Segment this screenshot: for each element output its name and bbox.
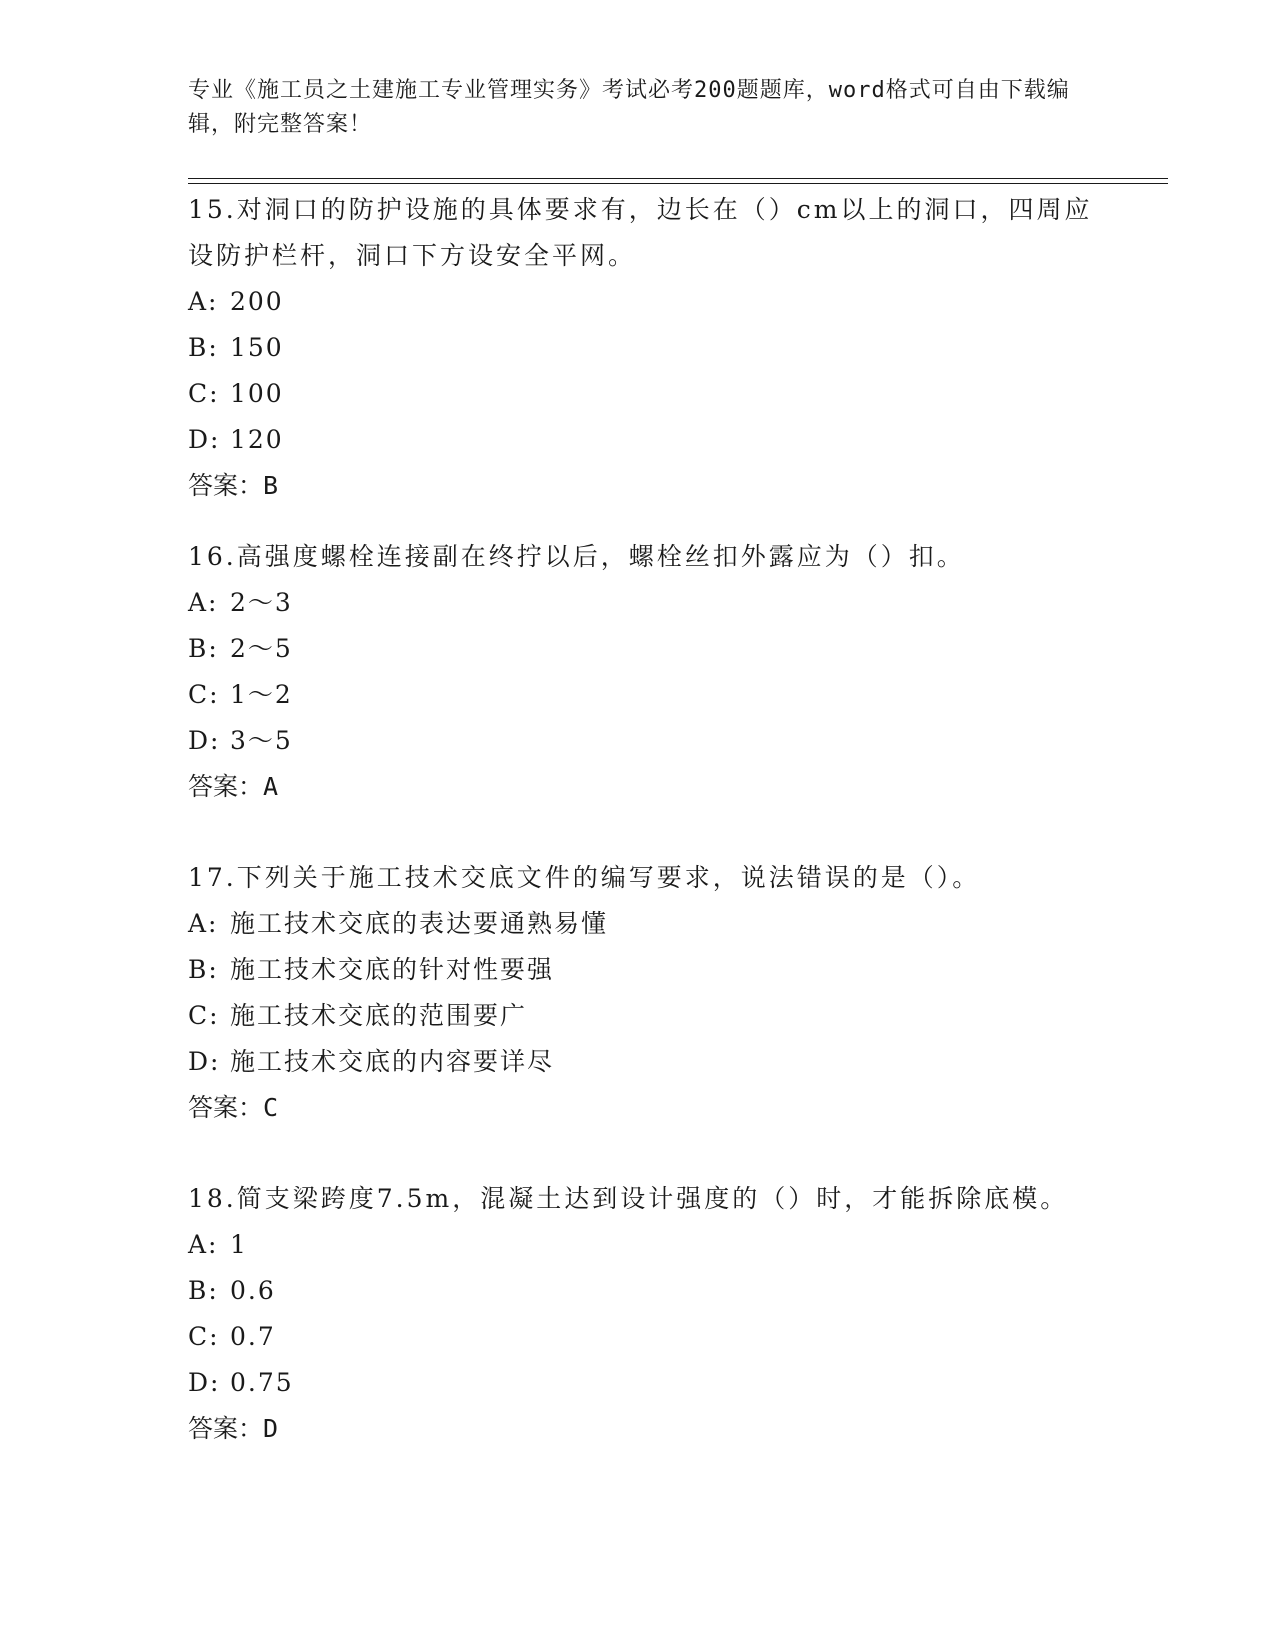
option-a: [188, 279, 1108, 325]
option-value: 150: [230, 333, 284, 362]
question-text: 15.对洞口的防护设施的具体要求有，边长在（）cm以上的洞口，四周应设防护栏杆，洞口下方设安全平网。: [188, 195, 1093, 270]
option-value: 0.7: [230, 1322, 276, 1351]
option-a: [188, 580, 1108, 626]
option-b: [188, 947, 1108, 993]
option-value: 0.6: [230, 1276, 276, 1305]
option-c: [188, 672, 1108, 718]
question-17: [188, 855, 1108, 1131]
option-value: 施工技术交底的内容要详尽: [230, 1047, 555, 1076]
option-c: [188, 993, 1108, 1039]
option-value: 0.75: [230, 1368, 294, 1397]
option-key: B:: [188, 634, 219, 663]
question-18: [188, 1176, 1108, 1452]
option-key: C:: [188, 379, 220, 408]
option-key: D:: [188, 425, 221, 454]
option-value: 施工技术交底的表达要通熟易懂: [230, 909, 609, 938]
option-value: 120: [230, 425, 284, 454]
question-text: 17.下列关于施工技术交底文件的编写要求，说法错误的是（）。: [188, 863, 981, 892]
option-value: 施工技术交底的范围要广: [230, 1001, 528, 1030]
answer-line: 答案：A: [188, 772, 279, 801]
question-15: [188, 187, 1108, 509]
header-divider-top: [188, 178, 1168, 179]
question-text: 18.简支梁跨度7.5m，混凝土达到设计强度的（）时，才能拆除底模。: [188, 1184, 1069, 1213]
option-key: B:: [188, 955, 219, 984]
option-value: 2～3: [230, 588, 293, 617]
option-value: 1～2: [230, 680, 293, 709]
option-b: [188, 325, 1108, 371]
option-key: D:: [188, 1047, 221, 1076]
option-value: 100: [230, 379, 284, 408]
option-key: A:: [188, 588, 219, 617]
option-value: 1: [230, 1230, 248, 1259]
option-key: B:: [188, 1276, 219, 1305]
option-key: A:: [188, 287, 219, 316]
option-key: C:: [188, 1322, 220, 1351]
option-d: [188, 1039, 1108, 1085]
option-b: [188, 1268, 1108, 1314]
option-key: B:: [188, 333, 219, 362]
option-key: D:: [188, 1368, 221, 1397]
option-key: C:: [188, 680, 220, 709]
answer-line: 答案：B: [188, 471, 279, 500]
answer-line: 答案：D: [188, 1414, 279, 1443]
option-a: [188, 1222, 1108, 1268]
option-key: A:: [188, 909, 219, 938]
option-key: A:: [188, 1230, 219, 1259]
option-value: 施工技术交底的针对性要强: [230, 955, 555, 984]
question-16: [188, 534, 1108, 810]
option-b: [188, 626, 1108, 672]
option-d: [188, 417, 1108, 463]
document-header: 专业《施工员之土建施工专业管理实务》考试必考200题题库，word格式可自由下载编辑，附完整答案！: [188, 78, 1070, 137]
answer-line: 答案：C: [188, 1093, 279, 1122]
option-d: [188, 718, 1108, 764]
option-value: 2～5: [230, 634, 293, 663]
option-key: D:: [188, 726, 221, 755]
option-d: [188, 1360, 1108, 1406]
header-divider-bottom: [188, 183, 1168, 184]
option-c: [188, 1314, 1108, 1360]
option-value: 200: [230, 287, 284, 316]
option-a: [188, 901, 1108, 947]
question-text: 16.高强度螺栓连接副在终拧以后，螺栓丝扣外露应为（）扣。: [188, 542, 965, 571]
option-key: C:: [188, 1001, 220, 1030]
option-c: [188, 371, 1108, 417]
option-value: 3～5: [230, 726, 293, 755]
